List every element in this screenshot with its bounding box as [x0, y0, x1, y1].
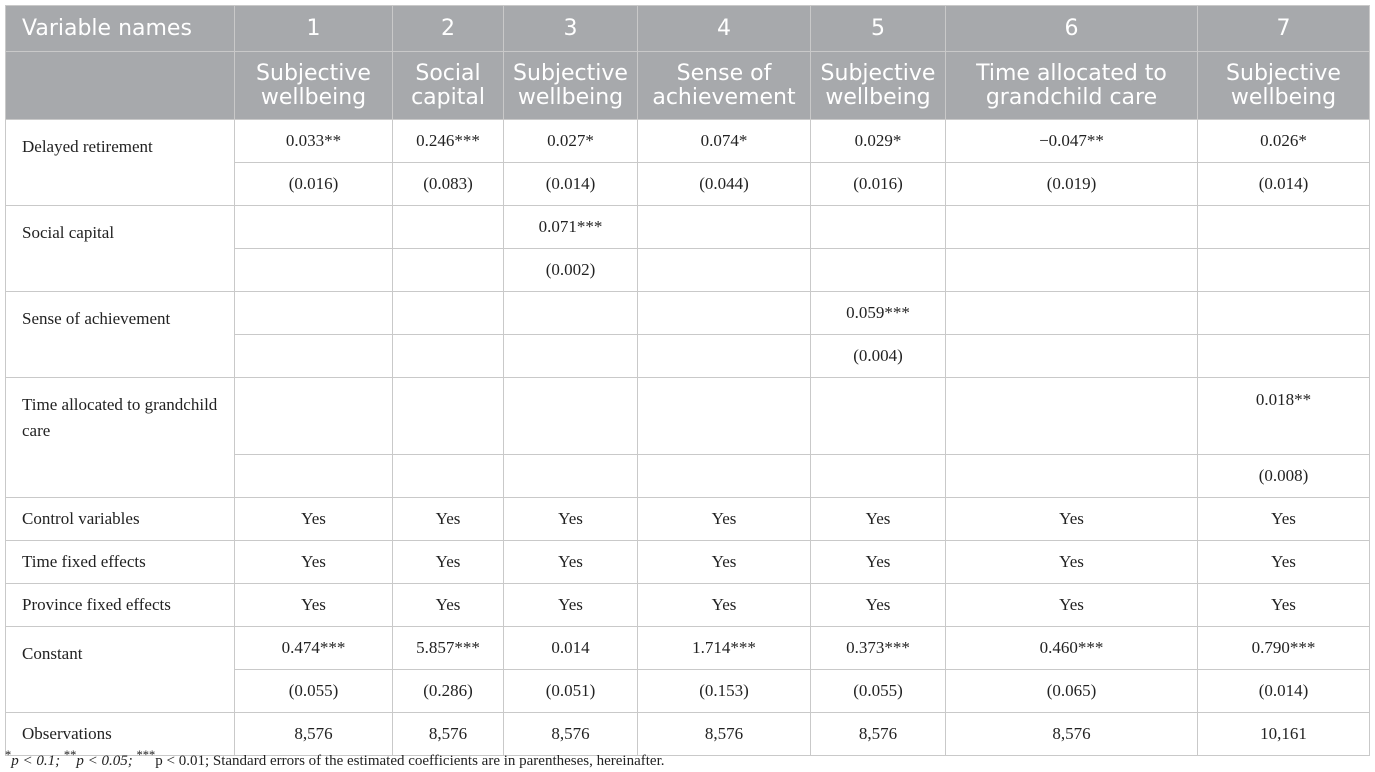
- coefficient-cell: [1198, 206, 1370, 249]
- yes-cell: Yes: [235, 498, 393, 541]
- standard-error-cell: (0.014): [504, 163, 638, 206]
- coefficient-cell: [235, 206, 393, 249]
- observations-cell: 8,576: [504, 713, 638, 756]
- coefficient-cell: [946, 292, 1198, 335]
- yes-cell: Yes: [1198, 584, 1370, 627]
- row-label: Observations: [6, 713, 235, 756]
- standard-error-cell: [235, 335, 393, 378]
- coefficient-row: [6, 120, 1370, 163]
- footnote-text: p < 0.01; Standard errors of the estimated coefficients are in parentheses, hereinafter.: [155, 753, 665, 769]
- yes-cell: Yes: [946, 498, 1198, 541]
- constant-row: [6, 627, 1370, 670]
- coefficient-cell: [638, 206, 811, 249]
- observations-cell: 8,576: [946, 713, 1198, 756]
- yes-cell: Yes: [946, 541, 1198, 584]
- header-model-number: 2: [393, 6, 504, 52]
- coefficient-cell: [504, 292, 638, 335]
- yes-cell: Yes: [1198, 541, 1370, 584]
- coefficient-cell: [1198, 292, 1370, 335]
- footnote-star: *: [5, 748, 12, 762]
- header-dependent-variable: Subjective wellbeing: [811, 52, 946, 120]
- yes-cell: Yes: [504, 584, 638, 627]
- regression-table: [5, 5, 1370, 756]
- yes-cell: Yes: [811, 498, 946, 541]
- yes-cell: Yes: [504, 541, 638, 584]
- coefficient-row: [6, 292, 1370, 335]
- yes-cell: Yes: [235, 541, 393, 584]
- coefficient-cell: 0.790***: [1198, 627, 1370, 670]
- standard-error-cell: (0.055): [235, 670, 393, 713]
- coefficient-cell: 1.714***: [638, 627, 811, 670]
- header-dependent-variable: Social capital: [393, 52, 504, 120]
- standard-error-cell: [393, 455, 504, 498]
- footnote-text: p < 0.05;: [76, 753, 137, 769]
- standard-error-cell: [235, 455, 393, 498]
- coefficient-cell: [235, 378, 393, 455]
- standard-error-cell: (0.014): [1198, 163, 1370, 206]
- coefficient-cell: [638, 292, 811, 335]
- coefficient-cell: 0.246***: [393, 120, 504, 163]
- yes-cell: Yes: [638, 541, 811, 584]
- standard-error-cell: [1198, 335, 1370, 378]
- coefficient-cell: 0.018**: [1198, 378, 1370, 455]
- standard-error-cell: (0.286): [393, 670, 504, 713]
- control-row: [6, 498, 1370, 541]
- standard-error-cell: (0.153): [638, 670, 811, 713]
- standard-error-cell: [1198, 249, 1370, 292]
- header-dependent-variable: Sense of achievement: [638, 52, 811, 120]
- coefficient-cell: [235, 292, 393, 335]
- standard-error-cell: [393, 335, 504, 378]
- yes-cell: Yes: [393, 584, 504, 627]
- control-row: [6, 541, 1370, 584]
- coefficient-cell: −0.047**: [946, 120, 1198, 163]
- header-model-number: 1: [235, 6, 393, 52]
- standard-error-cell: [638, 455, 811, 498]
- control-row: [6, 584, 1370, 627]
- coefficient-cell: [811, 378, 946, 455]
- header-row-dependent-variables: [6, 52, 1370, 120]
- coefficient-cell: 0.373***: [811, 627, 946, 670]
- yes-cell: Yes: [393, 498, 504, 541]
- standard-error-cell: (0.008): [1198, 455, 1370, 498]
- yes-cell: Yes: [946, 584, 1198, 627]
- yes-cell: Yes: [811, 541, 946, 584]
- observations-cell: 8,576: [235, 713, 393, 756]
- standard-error-cell: [811, 249, 946, 292]
- header-dependent-variable: Subjective wellbeing: [1198, 52, 1370, 120]
- standard-error-cell: (0.014): [1198, 670, 1370, 713]
- yes-cell: Yes: [638, 498, 811, 541]
- header-model-number: 4: [638, 6, 811, 52]
- standard-error-cell: [235, 249, 393, 292]
- coefficient-cell: [393, 206, 504, 249]
- header-empty-cell: [6, 52, 235, 120]
- coefficient-cell: 0.059***: [811, 292, 946, 335]
- row-label: Control variables: [6, 498, 235, 541]
- standard-error-cell: [638, 335, 811, 378]
- standard-error-cell: [946, 455, 1198, 498]
- row-label: Constant: [6, 627, 235, 713]
- coefficient-cell: [393, 378, 504, 455]
- coefficient-cell: 0.029*: [811, 120, 946, 163]
- row-label: Delayed retirement: [6, 120, 235, 206]
- coefficient-cell: 0.026*: [1198, 120, 1370, 163]
- header-model-number: 3: [504, 6, 638, 52]
- coefficient-cell: 0.474***: [235, 627, 393, 670]
- header-model-number: 7: [1198, 6, 1370, 52]
- header-model-number: 5: [811, 6, 946, 52]
- table-footnote: [5, 748, 665, 770]
- coefficient-row: [6, 206, 1370, 249]
- yes-cell: Yes: [1198, 498, 1370, 541]
- header-dependent-variable: Subjective wellbeing: [235, 52, 393, 120]
- coefficient-cell: [393, 292, 504, 335]
- observations-cell: 8,576: [638, 713, 811, 756]
- yes-cell: Yes: [235, 584, 393, 627]
- yes-cell: Yes: [811, 584, 946, 627]
- header-dependent-variable: Subjective wellbeing: [504, 52, 638, 120]
- standard-error-cell: (0.044): [638, 163, 811, 206]
- coefficient-cell: [504, 378, 638, 455]
- row-label: Province fixed effects: [6, 584, 235, 627]
- standard-error-cell: [504, 335, 638, 378]
- standard-error-cell: [811, 455, 946, 498]
- standard-error-cell: (0.051): [504, 670, 638, 713]
- coefficient-cell: 0.014: [504, 627, 638, 670]
- coefficient-cell: 0.460***: [946, 627, 1198, 670]
- footnote-star: ***: [136, 748, 156, 762]
- standard-error-cell: (0.083): [393, 163, 504, 206]
- row-label: Time fixed effects: [6, 541, 235, 584]
- standard-error-cell: (0.055): [811, 670, 946, 713]
- yes-cell: Yes: [393, 541, 504, 584]
- standard-error-cell: [638, 249, 811, 292]
- standard-error-cell: (0.004): [811, 335, 946, 378]
- row-label: Time allocated to grandchild care: [6, 378, 235, 498]
- footnote-star: **: [63, 748, 77, 762]
- yes-cell: Yes: [504, 498, 638, 541]
- regression-table-container: [5, 5, 1369, 756]
- standard-error-cell: [504, 455, 638, 498]
- header-variable-names: Variable names: [6, 6, 235, 52]
- coefficient-cell: 0.074*: [638, 120, 811, 163]
- row-label: Sense of achievement: [6, 292, 235, 378]
- observations-cell: 10,161: [1198, 713, 1370, 756]
- standard-error-cell: (0.002): [504, 249, 638, 292]
- row-label: Social capital: [6, 206, 235, 292]
- standard-error-cell: (0.016): [811, 163, 946, 206]
- footnote-text: p < 0.1;: [11, 753, 64, 769]
- header-model-number: 6: [946, 6, 1198, 52]
- standard-error-cell: [393, 249, 504, 292]
- header-row-model-numbers: [6, 6, 1370, 52]
- coefficient-cell: [946, 378, 1198, 455]
- coefficient-cell: 0.027*: [504, 120, 638, 163]
- standard-error-cell: (0.019): [946, 163, 1198, 206]
- coefficient-cell: [946, 206, 1198, 249]
- coefficient-cell: 0.071***: [504, 206, 638, 249]
- observations-cell: 8,576: [811, 713, 946, 756]
- coefficient-cell: [638, 378, 811, 455]
- coefficient-cell: 0.033**: [235, 120, 393, 163]
- coefficient-row: [6, 378, 1370, 455]
- header-dependent-variable: Time allocated to grandchild care: [946, 52, 1198, 120]
- observations-cell: 8,576: [393, 713, 504, 756]
- yes-cell: Yes: [638, 584, 811, 627]
- coefficient-cell: 5.857***: [393, 627, 504, 670]
- coefficient-cell: [811, 206, 946, 249]
- standard-error-cell: [946, 335, 1198, 378]
- standard-error-cell: [946, 249, 1198, 292]
- standard-error-cell: (0.016): [235, 163, 393, 206]
- standard-error-cell: (0.065): [946, 670, 1198, 713]
